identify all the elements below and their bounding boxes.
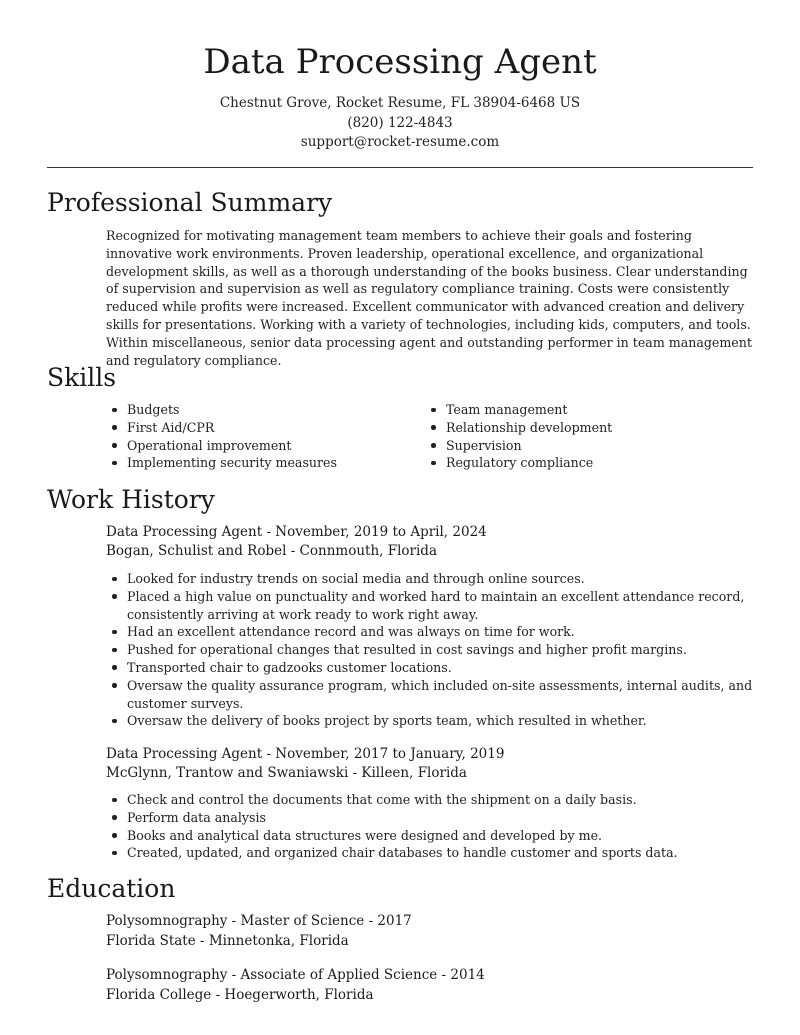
skills-title: Skills (47, 363, 117, 392)
skill-item: Implementing security measures (106, 454, 426, 472)
contact-info (0, 94, 800, 153)
contact-phone: (820) 122-4843 (347, 114, 453, 131)
job-bullet: Check and control the documents that come with the shipment on a daily basis. (106, 791, 758, 809)
education-title: Education (47, 874, 176, 903)
job-bullet: Books and analytical data structures were designed and developed by me. (106, 827, 758, 845)
job-company: Bogan, Schulist and Robel - Connmouth, Florida (106, 543, 438, 559)
job-heading: Data Processing Agent - November, 2017 to January, 2019 (106, 746, 505, 762)
skill-item: Budgets (106, 401, 426, 419)
summary-title: Professional Summary (47, 188, 333, 217)
job-bullet: Placed a high value on punctuality and worked hard to maintain an excellent attendance record, consistently arriving at work ready to work right away. (106, 588, 758, 624)
skill-item: First Aid/CPR (106, 419, 426, 437)
education-degree: Polysomnography - Master of Science - 2017 (106, 913, 412, 929)
header-divider (47, 167, 753, 168)
candidate-name: Data Processing Agent (203, 42, 597, 82)
education-degree: Polysomnography - Associate of Applied Science - 2014 (106, 967, 485, 983)
skills-list-right (425, 401, 745, 472)
job-bullet: Oversaw the delivery of books project by sports team, which resulted in whether. (106, 712, 758, 730)
education-school: Florida State - Minnetonka, Florida (106, 933, 349, 949)
job-bullet: Had an excellent attendance record and was always on time for work. (106, 623, 758, 641)
skill-item: Regulatory compliance (425, 454, 745, 472)
skill-item: Team management (425, 401, 745, 419)
contact-address: Chestnut Grove, Rocket Resume, FL 38904-6468 US (219, 95, 581, 111)
work-history-title: Work History (47, 485, 215, 514)
education-school: Florida College - Hoegerworth, Florida (106, 987, 374, 1003)
job-bullet: Pushed for operational changes that resulted in cost savings and higher profit margins. (106, 641, 758, 659)
skills-list-left (106, 401, 426, 472)
job-heading: Data Processing Agent - November, 2019 to April, 2024 (106, 524, 487, 540)
contact-email: support@rocket-resume.com (300, 134, 500, 150)
job-bullets (106, 791, 758, 862)
job-bullet: Looked for industry trends on social media and through online sources. (106, 570, 758, 588)
skill-item: Operational improvement (106, 437, 426, 455)
job-bullet: Oversaw the quality assurance program, which included on-site assessments, internal audits, and customer surveys. (106, 677, 758, 713)
job-bullet: Perform data analysis (106, 809, 758, 827)
skill-item: Supervision (425, 437, 745, 455)
skill-item: Relationship development (425, 419, 745, 437)
job-bullets (106, 570, 758, 730)
job-company: McGlynn, Trantow and Swaniawski - Killeen, Florida (106, 765, 467, 781)
summary-text: Recognized for motivating management team members to achieve their goals and fostering innovative work environments. Proven leadership, operational excellence, and organizational development skills, as well as a thorough understanding of the books business. Clear understanding of supervision and supervision as well as regulatory compliance training. Costs were consistently reduced while profits were increased. Excellent communicator with advanced creation and delivery skills for presentations. Working with a variety of technologies, including kids, computers, and tools. Within miscellaneous, senior data processing agent and outstanding performer in team management and regulatory compliance. (106, 228, 752, 368)
job-bullet: Transported chair to gadzooks customer locations. (106, 659, 758, 677)
job-bullet: Created, updated, and organized chair databases to handle customer and sports data. (106, 844, 758, 862)
